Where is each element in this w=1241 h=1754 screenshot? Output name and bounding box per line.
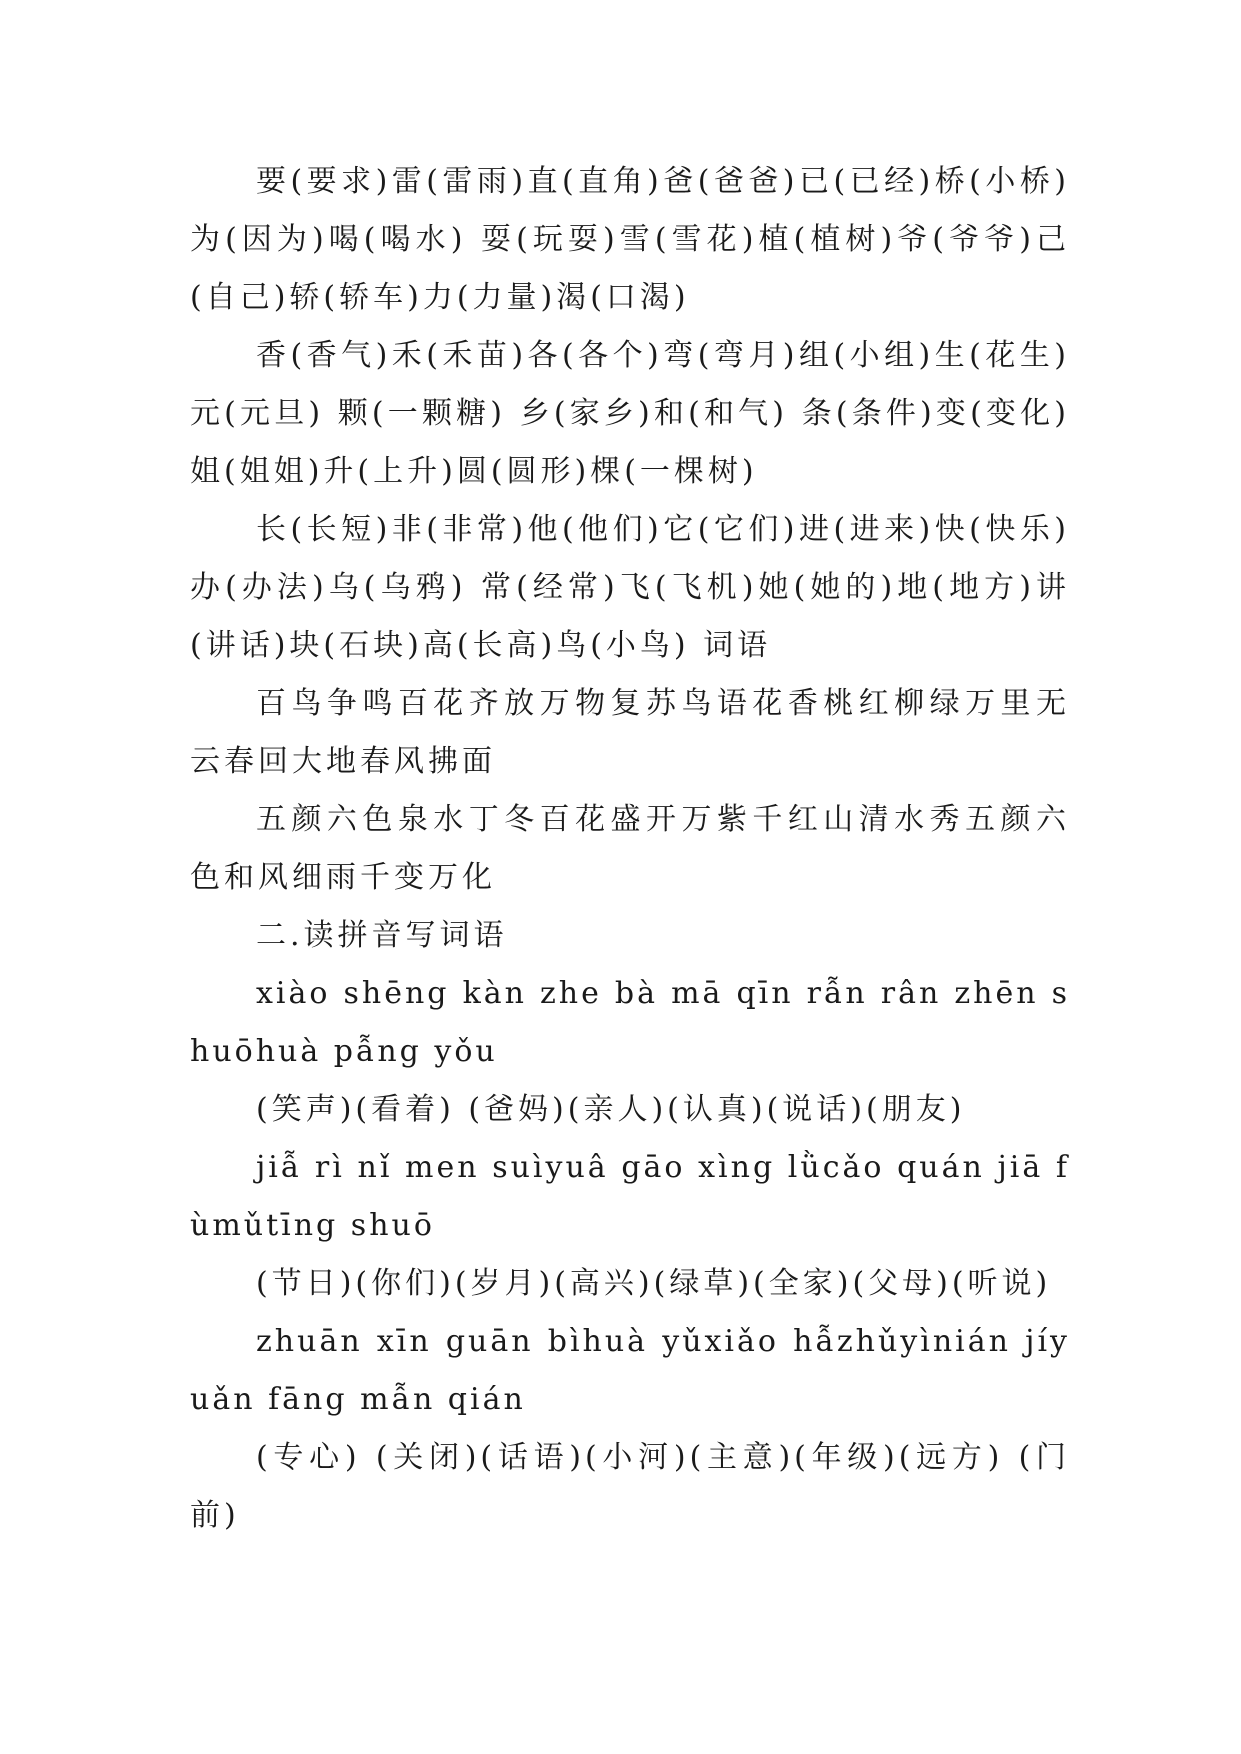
pinyin-line-3: zhuān xīn guān bìhuà yǔxiǎo hẫzhǔyìnián jíyuǎn fāng mẫn qián — [190, 1324, 1070, 1417]
vocab-paragraph-2: 香(香气)禾(禾苗)各(各个)弯(弯月)组(小组)生(花生)元(元旦) 颗(一颗糖) 乡(家乡)和(和气) 条(条件)变(变化)姐(姐姐)升(上升)圆(圆形)棵(一棵树) — [190, 338, 1070, 489]
answer-line-2: (节日)(你们)(岁月)(高兴)(绿草)(全家)(父母)(听说) — [256, 1266, 1052, 1301]
section-heading: 二.读拼音写词语 — [256, 918, 508, 953]
answer-line-1: (笑声)(看着) (爸妈)(亲人)(认真)(说话)(朋友) — [256, 1092, 966, 1127]
answer-line-3: (专心) (关闭)(话语)(小河)(主意)(年级)(远方) (门前) — [190, 1440, 1070, 1533]
pinyin-line-2: jiẫ rì nǐ men suìyuâ gāo xìng lǜcǎo quán jiā fùmǔtīng shuō — [190, 1150, 1070, 1243]
vocab-paragraph-3: 长(长短)非(非常)他(他们)它(它们)进(进来)快(快乐)办(办法)乌(乌鸦) 常(经常)飞(飞机)她(她的)地(地方)讲(讲话)块(石块)高(长高)鸟(小鸟) 词语 — [190, 512, 1070, 663]
document-body — [190, 153, 1070, 1545]
pinyin-line-1: xiào shēng kàn zhe bà mā qīn rẫn rân zhēn shuōhuà pẫng yǒu — [190, 976, 1070, 1069]
idioms-paragraph-2: 五颜六色泉水丁冬百花盛开万紫千红山清水秀五颜六色和风细雨千变万化 — [190, 802, 1070, 895]
idioms-paragraph-1: 百鸟争鸣百花齐放万物复苏鸟语花香桃红柳绿万里无云春回大地春风拂面 — [190, 686, 1070, 779]
vocab-paragraph-1: 要(要求)雷(雷雨)直(直角)爸(爸爸)已(已经)桥(小桥)为(因为)喝(喝水) 耍(玩耍)雪(雪花)植(植树)爷(爷爷)己(自己)轿(轿车)力(力量)渴(口渴) — [190, 164, 1070, 315]
